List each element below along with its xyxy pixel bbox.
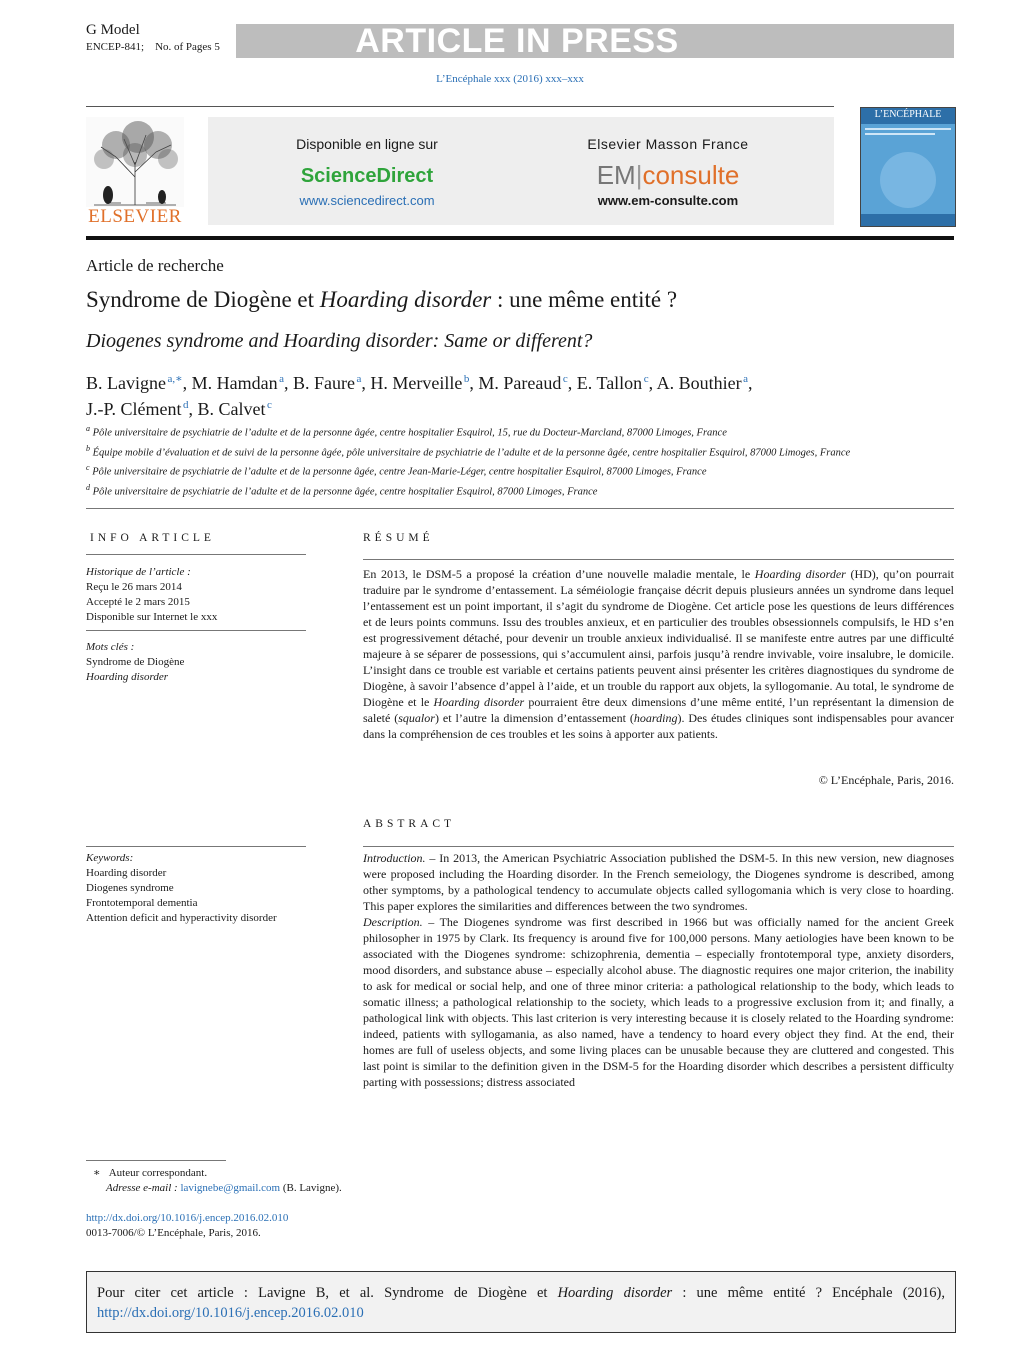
- author[interactable]: M. Hamdan $^a$: [191, 373, 284, 393]
- keywords-fr-label: Mots clés :: [86, 641, 135, 653]
- author[interactable]: A. Bouthier $^a$: [656, 373, 749, 393]
- info-article-heading: INFO ARTICLE: [90, 532, 215, 544]
- history-divider: [86, 630, 306, 631]
- received-date: Reçu le 26 mars 2014: [86, 581, 182, 593]
- affiliation-item: $^c$ Pôle universitaire de psychiatrie de l’adulte et de la personne âgée, centre Jean-Marie-Léger, centre hospitalier Esquirol, 87000 Limoges, France: [86, 463, 707, 478]
- keywords-en: [86, 851, 277, 926]
- journal-citation-line[interactable]: L’Encéphale xxx (2016) xxx–xxx: [436, 73, 584, 85]
- author[interactable]: M. Pareaud $^c$: [478, 373, 568, 393]
- author[interactable]: E. Tallon $^c$: [576, 373, 649, 393]
- resume-text: En 2013, le DSM-5 a proposé la création d’une nouvelle maladie mentale, le Hoarding disorder (HD), qu’on pourrait traduire par le syndrome d’entassement. La séméiologie française décrit depuis plusieurs années un syndrome dans lequel l’entassement est un point important, il s’agit du syndrome de Diogène. Cet article pose les questions de leurs différences et de leurs points communs. Issu des troubles anxieux, et en particulier des troubles obsessionnels compulsifs, le HD s’en est progressivement détaché, pour devenir un trouble anxieux individualisé. Il se manifeste entre autres par une difficulté majeure à se séparer de possessions, qui s’accumulent ainsi, parfois jusqu’à rendre invivable, voire insalubre, le domicile. L’insight dans ce trouble est variable et certains patients peuvent ainsi présenter les critères diagnostiques du syndrome de Diogène, à savoir l’absence d’appel à l’aide, et un trouble du rapport aux objets, la syllogomanie. Au total, le syndrome de Diogène et le Hoarding disorder pourraient être deux dimensions d’une même entité, l’un représentant la dimension de saleté (squalor) et l’autre la dimension d’entassement (hoarding). Des études cliniques sont indispensables pour avancer dans la compréhension de ces troubles et les soins à apporter aux patients.: [363, 567, 954, 741]
- email-label: Adresse e-mail :: [106, 1182, 178, 1194]
- author[interactable]: H. Merveille $^b$: [370, 373, 470, 393]
- em-logo-part: EM: [596, 160, 636, 190]
- author[interactable]: B. Lavigne $^{a,∗}$: [86, 373, 183, 393]
- ref-code: ENCEP-841;: [86, 41, 145, 53]
- elsevier-wordmark: ELSEVIER: [88, 206, 182, 227]
- corresponding-author-note: ∗ Auteur correspondant. Adresse e-mail : lavignebe@gmail.com (B. Lavigne).: [93, 1167, 342, 1194]
- info-divider: [86, 554, 306, 555]
- footnote-divider: [86, 1160, 226, 1161]
- keyword: Hoarding disorder: [86, 867, 167, 879]
- header-divider: [86, 106, 834, 107]
- consulte-logo-part: consulte: [642, 160, 740, 190]
- abstract-divider: [363, 846, 954, 847]
- history-label: Historique de l’article :: [86, 566, 191, 578]
- section-divider: [86, 508, 954, 509]
- banner-divider: [86, 236, 954, 240]
- author[interactable]: B. Calvet $^c$: [197, 399, 272, 419]
- journal-cover-thumbnail[interactable]: [860, 107, 956, 227]
- g-model-label: G Model: [86, 22, 140, 38]
- resume-divider: [363, 559, 954, 560]
- online-date: Disponible sur Internet le xxx: [86, 611, 218, 623]
- email-link[interactable]: lavignebe@gmail.com: [180, 1182, 281, 1194]
- author[interactable]: B. Faure $^a$: [293, 373, 362, 393]
- resume-copyright: © L’Encéphale, Paris, 2016.: [818, 773, 954, 787]
- em-consulte-logo[interactable]: EM|consulte: [596, 160, 740, 190]
- abstract-introduction: Introduction. – In 2013, the American Psychiatric Association published the DSM-5. In this new version, new diagnoses were proposed including the Hoarding disorder. In the French semeiology, the Diogenes syndrome is described, among other symptoms, by a pathological tendency to accumulate objects called syllogomania which is very close to hoarding. This paper explores the similarities and differences between the two syndromes.: [363, 851, 954, 913]
- cover-title: L’ENCÉPHALE: [874, 109, 942, 120]
- abstract-heading: ABSTRACT: [363, 818, 456, 830]
- elsevier-tree-logo-icon: [86, 117, 184, 207]
- citation-doi-link[interactable]: http://dx.doi.org/10.1016/j.encep.2016.02.010: [97, 1305, 364, 1321]
- journal-cover-image-icon: [861, 108, 955, 226]
- abstract-description: Description. – The Diogenes syndrome was first described in 1966 but was officially named for the ancient Greek philosopher in 1975 by Clark. Its frequency is around five for 100,000 persons. Many aetiologies have been known to be associated with the Diogenes syndrome: schizophrenia, dementia – especially frontotemporal type, anxiety disorders, mood disorders, and substance abuse – especially alcohol abuse. The diagnostic requires one major criterion, the inability to ask for medical or social help, and one of three minor criteria: a pathological relationship to the body, which leads to somatic illness; a pathological relationship to the society, which leads to a progressive exclusion from it; and finally, a pathological link with objects. This last criterion is very interesting because it is closely related to the Hoarding syndrome: indeed, patients with syllogamania, as also named, have a tendency to hoard every object they find. At the end, their homes are full of useless objects, and some living places can be unusable because they are cluttered and congested. This last point is similar to the definition given in the DSM-5 for the Hoarding disorder which describes a persistent difficulty parting with possessions; distress associated: [363, 915, 954, 1089]
- title-english: Diogenes syndrome and Hoarding disorder: Same or different?: [86, 330, 593, 352]
- doi-link[interactable]: http://dx.doi.org/10.1016/j.encep.2016.02.010: [86, 1212, 289, 1224]
- keywords-en-divider: [86, 846, 306, 847]
- title-french: Syndrome de Diogène et Hoarding disorder : une même entité ?: [86, 287, 678, 312]
- abstract-text: [363, 850, 954, 1090]
- citation-box: Pour citer cet article : Lavigne B, et al. Syndrome de Diogène et Hoarding disorder : une même entité ? Encéphale (2016), http://dx.doi.org/10.1016/j.encep.2016.02.010: [86, 1271, 956, 1333]
- affiliations: [86, 421, 866, 499]
- keywords-fr: [86, 640, 184, 685]
- keyword: Hoarding disorder: [86, 671, 168, 683]
- sciencedirect-link[interactable]: www.sciencedirect.com: [299, 193, 435, 208]
- article-type: Article de recherche: [86, 256, 224, 275]
- reference-line: [86, 41, 220, 53]
- keywords-en-label: Keywords:: [86, 852, 134, 864]
- sciencedirect-logo[interactable]: ScienceDirect: [300, 165, 434, 187]
- keyword: Diogenes syndrome: [86, 882, 174, 894]
- article-in-press-label: ARTICLE IN PRESS: [355, 22, 679, 60]
- keyword: Attention deficit and hyperactivity disorder: [86, 912, 277, 924]
- author[interactable]: J.-P. Clément $^d$: [86, 399, 189, 419]
- affiliation-item: $^a$ Pôle universitaire de psychiatrie de l’adulte et de la personne âgée, centre hospitalier Esquirol, 15, rue du Docteur-Marcland, 87000 Limoges, France: [86, 424, 727, 439]
- accepted-date: Accepté le 2 mars 2015: [86, 596, 190, 608]
- keyword: Frontotemporal dementia: [86, 897, 198, 909]
- em-consulte-link[interactable]: www.em-consulte.com: [597, 193, 739, 208]
- page-count: No. of Pages 5: [155, 41, 220, 53]
- resume-heading: RÉSUMÉ: [363, 532, 434, 544]
- affiliation-item: $^d$ Pôle universitaire de psychiatrie de l’adulte et de la personne âgée, centre hospitalier Esquirol, 87000 Limoges, France: [86, 482, 598, 497]
- available-online-label: Disponible en ligne sur: [296, 136, 438, 152]
- issn-line: 0013-7006/© L’Encéphale, Paris, 2016.: [86, 1227, 261, 1239]
- author-list: B. Lavigne $^{a,∗}$, M. Hamdan $^a$, B. Faure $^a$, H. Merveille $^b$, M. Pareaud $^c$, E. Tallon $^c$, A. Bouthier $^a$, J.-P. Clément $^d$, B. Calvet $^c$: [86, 373, 753, 419]
- keyword: Syndrome de Diogène: [86, 656, 185, 668]
- elsevier-masson-label: Elsevier Masson France: [587, 136, 749, 152]
- affiliation-item: $^b$ Équipe mobile d’évaluation et de suivi de la personne âgée, pôle universitaire de psychiatrie de l’adulte et de la personne âgée, centre hospitalier Esquirol, 87000 Limoges, France: [86, 443, 851, 458]
- article-history: [86, 565, 217, 625]
